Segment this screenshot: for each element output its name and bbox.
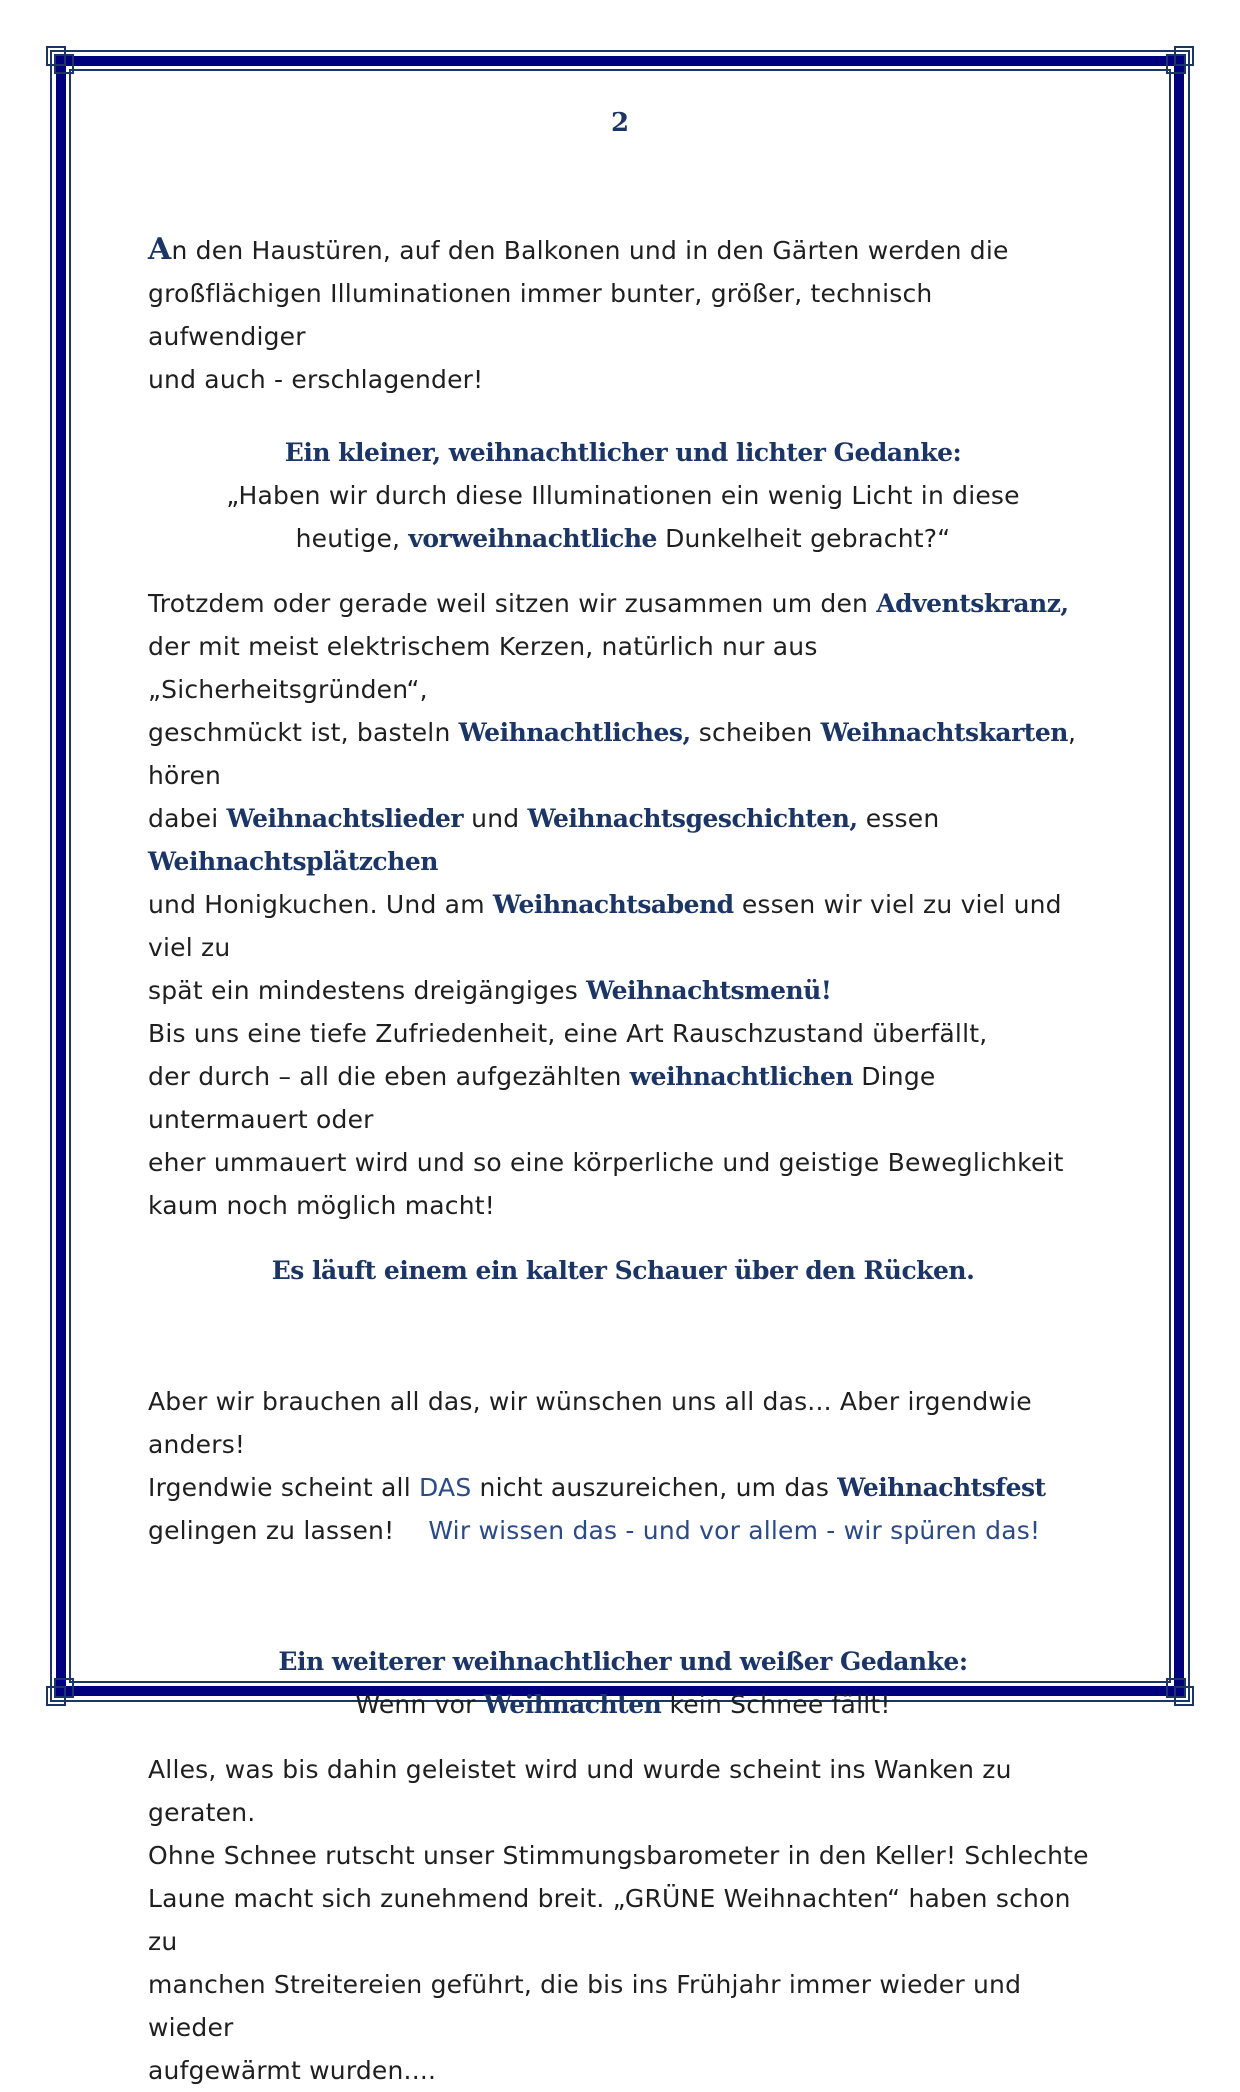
emphasis-word: Weihnachten (483, 1690, 662, 1719)
emphasis-word: Weihnachtsabend (492, 890, 734, 919)
text-span: der durch – all die eben aufgezählten (148, 1062, 630, 1091)
corner-ornament-top-right-inner (1166, 54, 1186, 74)
text-line: großflächigen Illuminationen immer bunter, größer, technisch aufwendiger (148, 279, 933, 351)
text-span: kein Schnee fällt! (661, 1690, 891, 1719)
text-span: spät ein mindestens dreigängiges (148, 976, 587, 1005)
emphasis-word: Weihnachtsgeschichten, (527, 804, 858, 833)
emphasis-word: weihnachtlichen (629, 1062, 854, 1091)
text-span: und Honigkuchen. Und am (148, 890, 493, 919)
text-span: Wenn vor (355, 1690, 484, 1719)
text-line: aufgewärmt wurden.... (148, 2056, 437, 2085)
text-span: Irgendwie scheint all (148, 1473, 419, 1502)
text-line: „Haben wir durch diese Illuminationen ein wenig Licht in diese (226, 481, 1020, 510)
emphasis-word: Weihnachtliches, (458, 718, 691, 747)
text-line: kaum noch möglich macht! (148, 1191, 496, 1220)
corner-ornament-top-left-inner (54, 54, 74, 74)
text-line: Bis uns eine tiefe Zufriedenheit, eine Art Rauschzustand überfällt, (148, 1019, 988, 1048)
text-line: und auch - erschlagender! (148, 365, 484, 394)
corner-ornament-bottom-left-inner (54, 1678, 74, 1698)
paragraph-snow (148, 1748, 1098, 2092)
text-span: Dunkelheit gebracht?“ (656, 524, 951, 553)
text-span: essen wir viel zu viel und viel zu (148, 890, 1062, 962)
text-line: Aber wir brauchen all das, wir wünschen uns all das... Aber irgendwie anders! (148, 1387, 1032, 1459)
emphasis-word: Weihnachtskarten (820, 718, 1068, 747)
emphasis-word: Weihnachtsmenü! (586, 976, 832, 1005)
highlight-word: DAS (419, 1473, 472, 1502)
paragraph-advent (148, 582, 1098, 1227)
thought-heading: Ein kleiner, weihnachtlicher und lichter Gedanke: (284, 438, 962, 467)
text-line: eher ummauert wird und so eine körperliche und geistige Beweglichkeit (148, 1148, 1064, 1177)
text-line: der mit meist elektrischem Kerzen, natürlich nur aus „Sicherheitsgründen“, (148, 632, 818, 704)
text-span: nicht auszureichen, um das (471, 1473, 838, 1502)
emphasis-word: Weihnachtsfest (837, 1473, 1046, 1502)
thought-snow (148, 1640, 1098, 1726)
thought-heading: Ein weiterer weihnachtlicher und weißer Gedanke: (278, 1647, 968, 1676)
page-number: 2 (610, 108, 630, 138)
text-span: scheiben (690, 718, 821, 747)
thought-light (148, 431, 1098, 560)
corner-ornament-bottom-right-inner (1166, 1678, 1186, 1698)
emphasis-word: Weihnachtsplätzchen (148, 847, 438, 876)
paragraph-different (148, 1380, 1098, 1552)
text-span: Trotzdem oder gerade weil sitzen wir zusammen um den (148, 589, 877, 618)
text-span: essen (857, 804, 940, 833)
highlight-sentence: Wir wissen das - und vor allem - wir spüren das! (428, 1516, 1041, 1545)
emphasis-word: Adventskranz, (876, 589, 1069, 618)
emphasis-word: vorweihnachtliche (408, 524, 657, 553)
dropcap: A (148, 232, 172, 267)
text-line: Laune macht sich zunehmend breit. „GRÜNE Weihnachten“ haben schon zu (148, 1884, 1071, 1956)
shiver-heading: Es läuft einem ein kalter Schauer über den Rücken. (271, 1256, 975, 1285)
text-span: heutige, (295, 524, 409, 553)
text-line: manchen Streitereien geführt, die bis ins Frühjahr immer wieder und wieder (148, 1970, 1022, 2042)
text-span: , hören (148, 718, 1077, 790)
paragraph-illuminations (148, 228, 1098, 401)
text-span: und (463, 804, 528, 833)
text-span: geschmückt ist, basteln (148, 718, 459, 747)
text-line: n den Haustüren, auf den Balkonen und in den Gärten werden die (171, 236, 1009, 265)
document-body (148, 228, 1098, 2092)
emphasis-word: Weihnachtslieder (226, 804, 464, 833)
text-line: Alles, was bis dahin geleistet wird und wurde scheint ins Wanken zu geraten. (148, 1755, 1012, 1827)
text-span: Dinge untermauert oder (148, 1062, 936, 1134)
text-line: Ohne Schnee rutscht unser Stimmungsbarometer in den Keller! Schlechte (148, 1841, 1089, 1870)
text-span: gelingen zu lassen! (148, 1516, 395, 1545)
text-span: dabei (148, 804, 227, 833)
